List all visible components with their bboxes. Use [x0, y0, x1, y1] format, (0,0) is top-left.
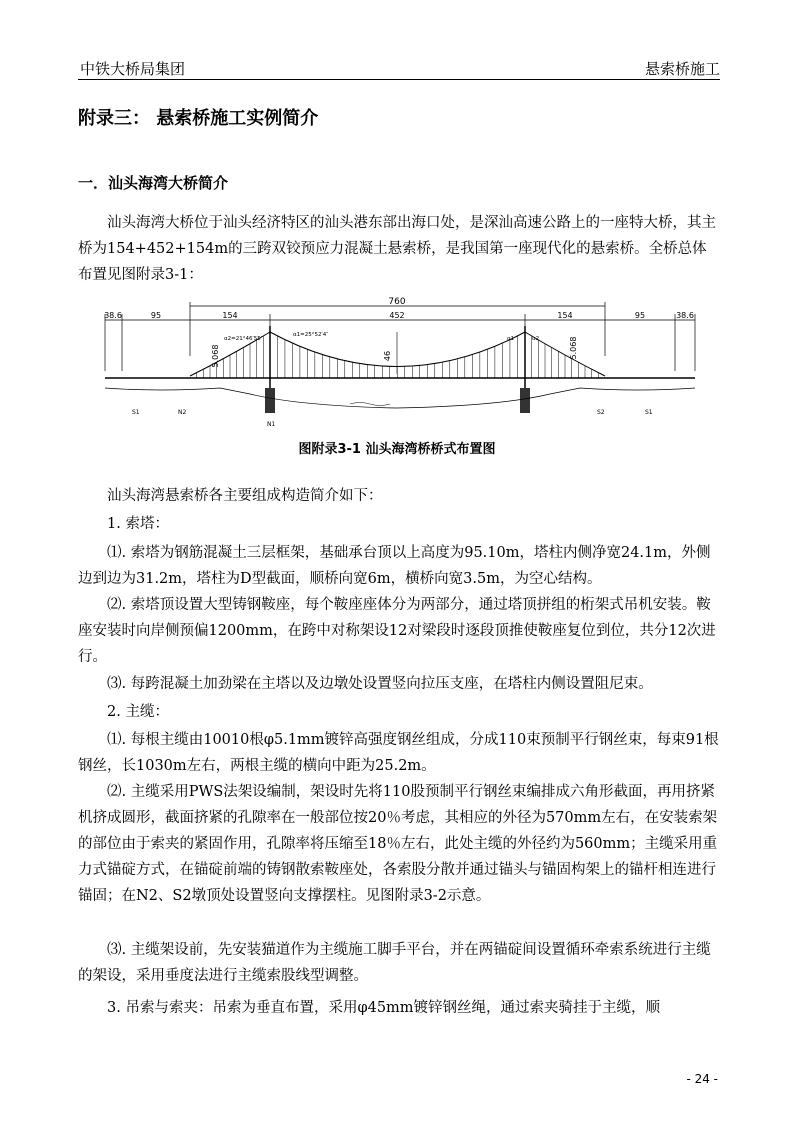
- angle-right: α1: [507, 336, 515, 342]
- angle-right2: α2: [532, 336, 540, 342]
- tower-height-right: 5.068: [569, 336, 578, 360]
- item-3: 3. 吊索与索夹：吊索为垂直布置，采用φ45mm镀锌钢丝绳，通过索夹骑挂于主缆，顺: [107, 1000, 661, 1016]
- dim-span-2: 95: [150, 311, 162, 320]
- hangers: [197, 336, 599, 378]
- angle-left: α2=21°46′55″: [224, 336, 263, 342]
- bridge-elevation-figure: [100, 296, 700, 431]
- intro-paragraph: 汕头海湾大桥位于汕头经济特区的汕头港东部出海口处，是深汕高速公路上的一座特大桥，其主桥为154+452+154m的三跨双铰预应力混凝土悬索桥，是我国第一座现代化的悬索桥。全桥总体布置见图附录3-1：: [78, 215, 716, 283]
- item-2-heading: 2. 主缆：: [107, 704, 169, 720]
- pier-label-5: S1: [645, 409, 653, 416]
- angle-mid: α1=25°52′4″: [293, 332, 329, 338]
- dim-span-1: 38.6: [104, 311, 122, 320]
- item-2-2: ⑵. 主缆采用PWS法架设编制，架设时先将110股预制平行钢丝束编排成六角形截面，再用挤紧机挤成圆形，截面挤紧的孔隙率在一般部位按20％考虑，其相应的外径为570mm左右，在安装索架的部位由于索夹的紧固作用，孔隙率将压缩至18％左右，此处主缆的外径约为560mm；主缆采用重力式锚碇方式，在锚碇前端的铸钢散索鞍座处，各索股分散并通过锚头与锚固构架上的锚杆相连进行锚固；在N2、S2墩顶处设置竖向支撑摆柱。见图附录3-2示意。: [78, 784, 718, 904]
- item-1-2: ⑵. 索塔顶设置大型铸钢鞍座，每个鞍座座体分为两部分，通过塔顶拼组的桁架式吊机安装。鞍座安装时向岸侧预偏1200mm，在跨中对称架设12对梁段时逐段顶推使鞍座复位到位，共分12次进行。: [78, 597, 716, 665]
- dim-span-5: 154: [557, 311, 573, 320]
- header-rule: [78, 79, 720, 80]
- sag-label: 46: [383, 350, 392, 362]
- header-right: 悬索桥施工: [644, 60, 720, 78]
- item-1-1: ⑴. 索塔为钢筋混凝土三层框架，基础承台顶以上高度为95.10m，塔柱内侧净宽24.1m，外侧边到边为31.2m，塔柱为D型截面，顺桥向宽6m，横桥向宽3.5m，为空心结构。: [78, 545, 711, 587]
- pier-label-1: S1: [132, 409, 140, 416]
- section-heading: 一．汕头海湾大桥简介: [78, 174, 229, 192]
- item-1-3: ⑶. 每跨混凝土加劲梁在主塔以及边墩处设置竖向拉压支座，在塔柱内侧设置阻尼束。: [107, 676, 653, 692]
- dim-span-7: 38.6: [676, 311, 694, 320]
- page-number: - 24 -: [686, 1072, 718, 1086]
- dim-span-6: 95: [634, 311, 646, 320]
- dim-total: 760: [388, 297, 406, 307]
- item-1-heading: 1. 索塔：: [107, 516, 169, 532]
- figure-caption: 图附录3-1 汕头海湾桥桥式布置图: [298, 442, 496, 457]
- pier-label-3: N1: [267, 421, 276, 428]
- tower-foundation-left: [265, 388, 275, 413]
- item-2-1: ⑴. 每根主缆由10010根φ5.1mm镀锌高强度钢丝组成，分成110束预制平行钢丝束，每束91根钢丝，长1030m左右，两根主缆的横向中距为25.2m。: [78, 732, 719, 774]
- dim-span-4: 452: [389, 311, 405, 320]
- components-intro: 汕头海湾悬索桥各主要组成构造简介如下：: [107, 488, 383, 504]
- tower-foundation-right: [520, 388, 530, 413]
- pier-label-4: S2: [597, 409, 605, 416]
- item-2-3: ⑶. 主缆架设前，先安装猫道作为主缆施工脚手平台，并在两锚碇间设置循环牵索系统进行主缆的架设，采用垂度法进行主缆索股线型调整。: [78, 942, 711, 984]
- header-left: 中铁大桥局集团: [80, 60, 186, 78]
- tower-height-left: 5.068: [211, 344, 220, 368]
- pier-label-2: N2: [178, 409, 187, 416]
- page-title: 附录三： 悬索桥施工实例简介: [78, 108, 319, 129]
- dim-span-3: 154: [222, 311, 238, 320]
- ground-line: [105, 388, 695, 408]
- water-line: [350, 403, 390, 406]
